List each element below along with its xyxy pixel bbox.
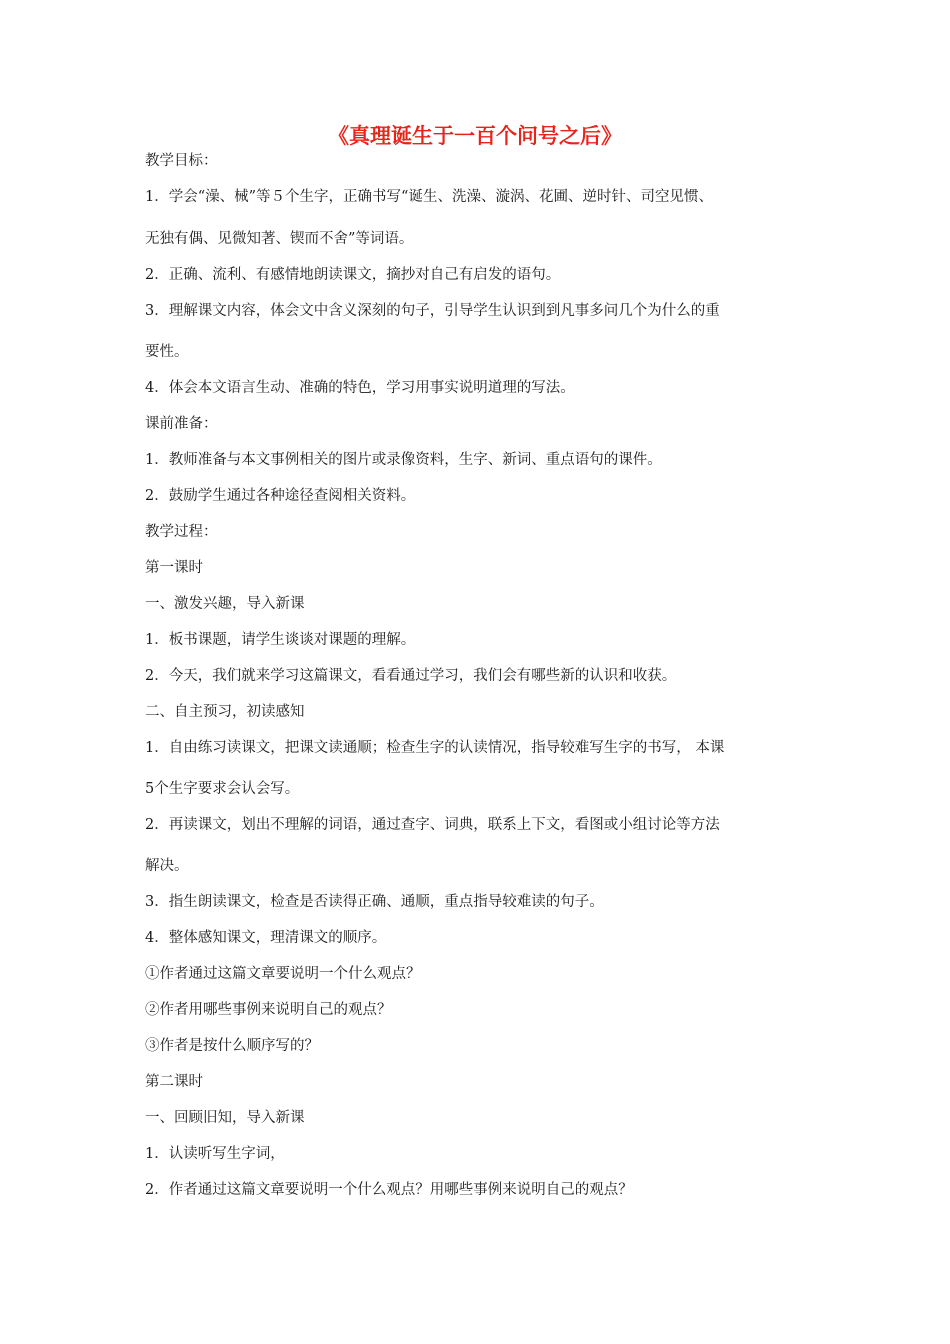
- step-line: 4．整体感知课文，理清课文的顺序。: [145, 930, 387, 946]
- step-line: 2．今天，我们就来学习这篇课文，看看通过学习，我们会有哪些新的认识和收获。: [145, 668, 677, 684]
- step-line: 3．指生朗读课文，检查是否读得正确、通顺，重点指导较难读的句子。: [145, 894, 604, 910]
- objective-line: 4．体会本文语言生动、准确的特色，学习用事实说明道理的写法。: [145, 380, 575, 396]
- objective-line: 2．正确、流利、有感情地朗读课文，摘抄对自己有启发的语句。: [145, 267, 561, 283]
- section-heading-objectives: 教学目标：: [145, 153, 218, 169]
- question-item: ②作者用哪些事例来说明自己的观点？: [145, 1002, 392, 1018]
- step-heading: 一、回顾旧知，导入新课: [145, 1110, 305, 1126]
- step-heading: 一、激发兴趣，导入新课: [145, 596, 305, 612]
- question-item: ①作者通过这篇文章要说明一个什么观点？: [145, 966, 421, 982]
- step-line: 解决。: [145, 858, 189, 874]
- preparation-line: 2．鼓励学生通过各种途径查阅相关资料。: [145, 488, 416, 504]
- step-line: 1．认读听写生字词，: [145, 1146, 285, 1162]
- step-line: 5个生字要求会认会写。: [145, 781, 300, 797]
- step-line: 2．再读课文，划出不理解的词语，通过查字、词典，联系上下文，看图或小组讨论等方法: [145, 817, 720, 833]
- objective-line: 1．学会“澡、械”等５个生字，正确书写“诞生、洗澡、漩涡、花圃、逆时针、司空见惯、: [145, 189, 713, 205]
- step-line: 1．自由练习读课文，把课文读通顺；检查生字的认读情况，指导较难写生字的书写， 本课: [145, 740, 725, 756]
- lesson-heading-first: 第一课时: [145, 560, 203, 576]
- objective-line: 无独有偶、见微知著、锲而不舍”等词语。: [145, 231, 414, 247]
- step-line: 2．作者通过这篇文章要说明一个什么观点？用哪些事例来说明自己的观点？: [145, 1182, 633, 1198]
- lesson-heading-second: 第二课时: [145, 1074, 203, 1090]
- section-heading-preparation: 课前准备：: [145, 416, 218, 432]
- preparation-line: 1．教师准备与本文事例相关的图片或录像资料，生字、新词、重点语句的课件。: [145, 452, 662, 468]
- step-heading: 二、自主预习，初读感知: [145, 704, 305, 720]
- section-heading-process: 教学过程：: [145, 524, 218, 540]
- document-title: 《真理诞生于一百个问号之后》: [328, 123, 622, 148]
- objective-line: 要性。: [145, 344, 189, 360]
- step-line: 1．板书课题，请学生谈谈对课题的理解。: [145, 632, 416, 648]
- question-item: ③作者是按什么顺序写的？: [145, 1038, 319, 1054]
- objective-line: 3．理解课文内容，体会文中含义深刻的句子，引导学生认识到到凡事多问几个为什么的重: [145, 303, 720, 319]
